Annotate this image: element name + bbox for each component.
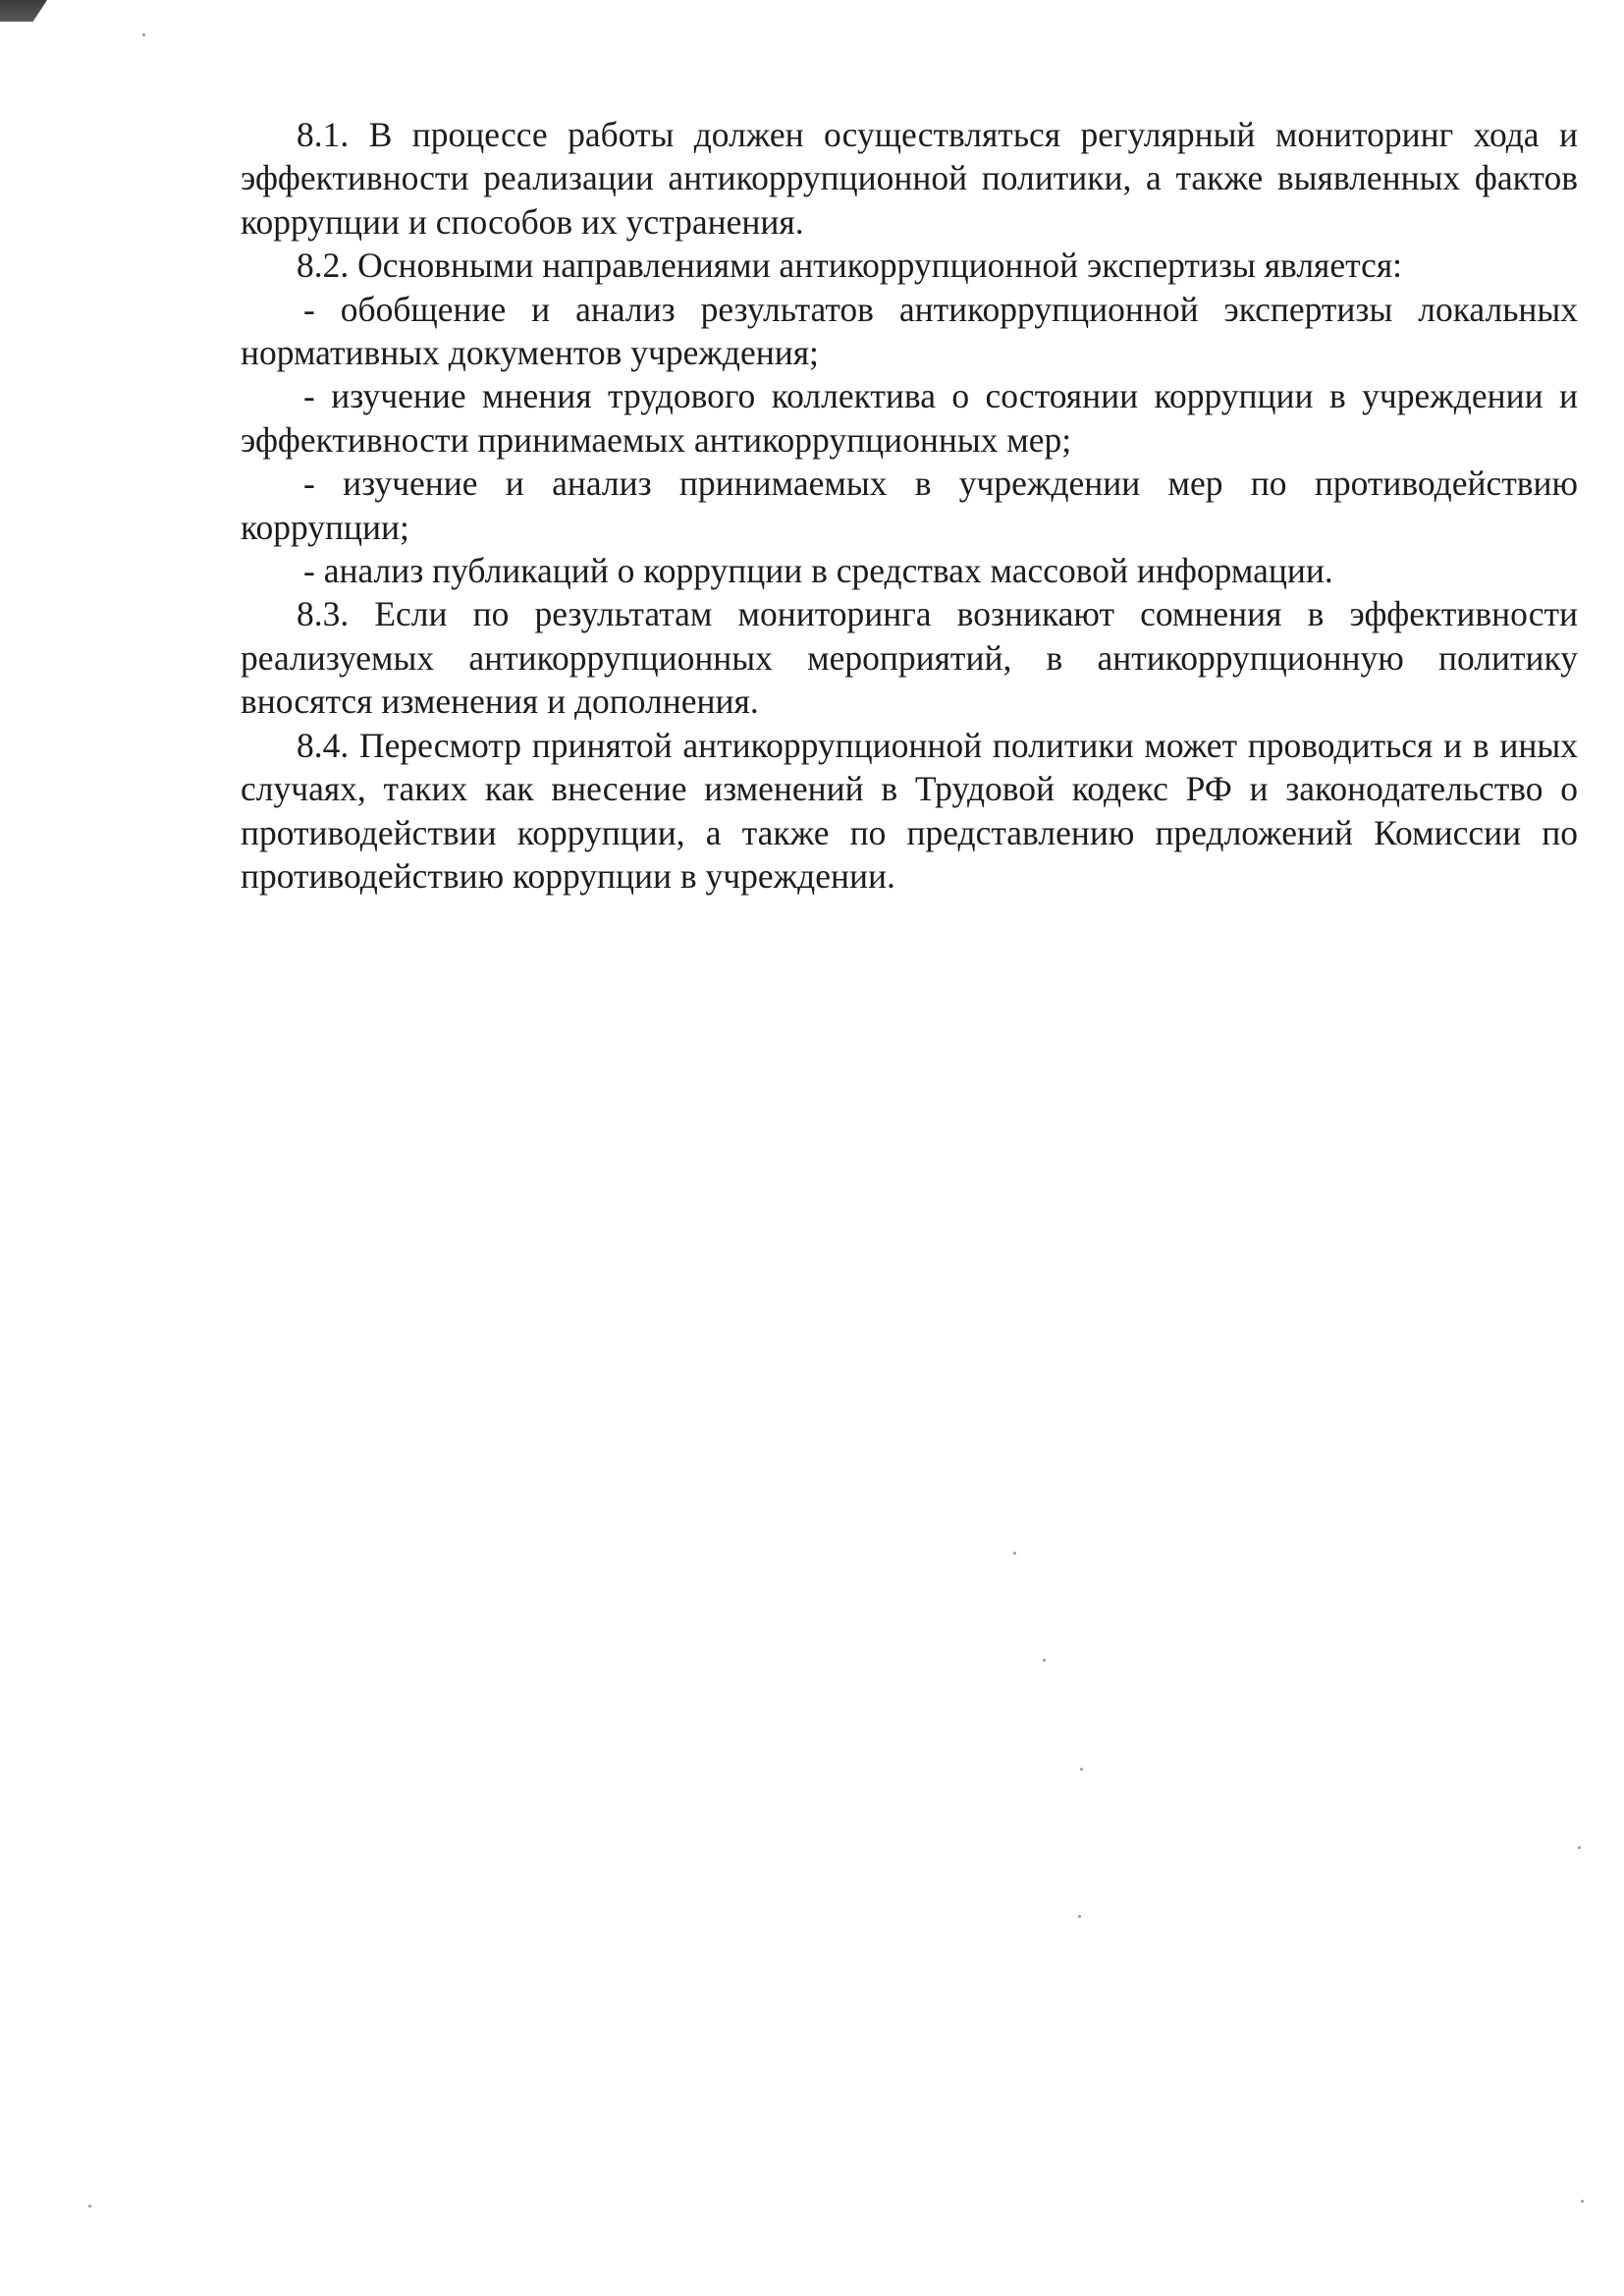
scan-speck — [1078, 1915, 1081, 1918]
paragraph-8-3: 8.3. Если по результатам мониторинга возникают сомнения в эффективности реализуемых антикоррупционных мероприятий, в антикоррупционную политику вносятся изменения и дополнения. — [241, 594, 1578, 722]
scan-speck — [142, 33, 145, 36]
list-item: - обобщение и анализ результатов антикоррупционной экспертизы локальных нормативных документов учреждения; — [241, 289, 1578, 373]
scan-speck — [1013, 1552, 1016, 1555]
scan-corner-mark — [0, 0, 47, 22]
paragraph-8-2: 8.2. Основными направлениями антикоррупционной экспертизы является: — [297, 246, 1403, 286]
paragraph-8-1: 8.1. В процессе работы должен осуществляться регулярный мониторинг хода и эффективности реализации антикоррупционной политики, а также выявленных фактов коррупции и способов их устранения. — [241, 115, 1578, 242]
scan-speck — [1578, 1846, 1581, 1849]
list-item: - анализ публикаций о коррупции в средствах массовой информации. — [303, 551, 1333, 591]
list-item: - изучение и анализ принимаемых в учреждении мер по противодействию коррупции; — [241, 464, 1578, 547]
scan-speck — [1080, 1768, 1083, 1771]
scan-speck — [1043, 1659, 1046, 1662]
document-page — [241, 113, 1578, 898]
scan-speck — [88, 2205, 91, 2208]
list-item: - изучение мнения трудового коллектива о состоянии коррупции в учреждении и эффективности принимаемых антикоррупционных мер; — [241, 376, 1578, 460]
paragraph-8-4: 8.4. Пересмотр принятой антикоррупционной политики может проводиться и в иных случаях, таких как внесение изменений в Трудовой кодекс РФ и законодательство о противодействии коррупции, а также по представлению предложений Комиссии по противодействию коррупции в учреждении. — [241, 725, 1578, 896]
scan-speck — [1581, 2200, 1584, 2203]
